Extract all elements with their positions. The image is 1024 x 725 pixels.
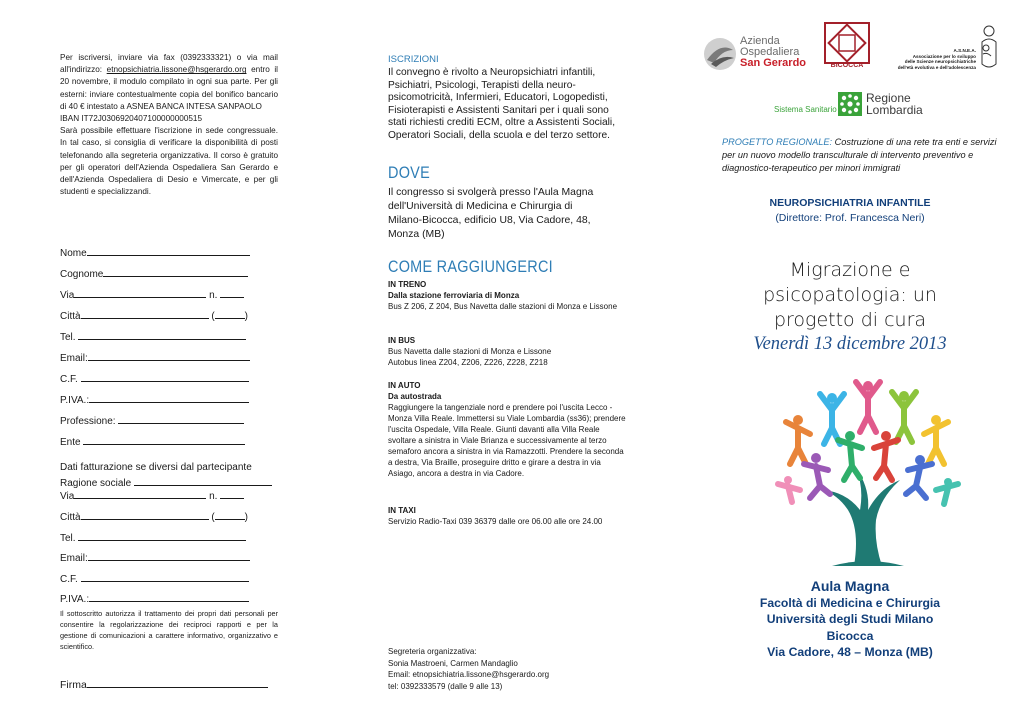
lombardia-label: Lombardia — [866, 103, 923, 117]
taxi-heading: IN TAXI — [388, 506, 416, 515]
auto-subheading: Da autostrada — [388, 392, 442, 401]
input-line[interactable] — [89, 393, 249, 403]
segreteria-block — [388, 646, 628, 692]
input-line[interactable] — [220, 489, 244, 499]
form-field-ente[interactable]: Ente — [60, 435, 278, 449]
san-gerardo-logo — [702, 34, 812, 78]
input-line[interactable] — [118, 414, 244, 424]
input-line[interactable] — [103, 267, 248, 277]
input-line[interactable] — [89, 592, 249, 602]
mother-child-icon — [978, 24, 1000, 72]
segreteria-tel: tel: 0392333579 (dalle 9 alle 13) — [388, 681, 503, 691]
input-line[interactable] — [78, 531, 246, 541]
input-line[interactable] — [78, 330, 246, 340]
form-field-firma[interactable]: Firma — [60, 678, 278, 691]
neuropsichiatria-block — [700, 196, 1000, 226]
input-line[interactable] — [81, 510, 209, 520]
billing-title: Dati fatturazione se diversi dal partecipante — [60, 462, 252, 473]
taxi-text: Servizio Radio-Taxi 039 36379 dalle ore 06.00 alle ore 24.00 — [388, 517, 603, 526]
input-line[interactable] — [220, 288, 244, 298]
privacy-disclaimer: Il sottoscritto autorizza il trattamento dei propri dati personali per consentire la regolarizzazione dei reciproci rapporti e per la gestione di comunicazioni a carattere informativo, organizzativo e scientifico. — [60, 609, 278, 651]
come-raggiungerci-heading: COME RAGGIUNGERCI — [388, 257, 553, 276]
neuropsichiatria-heading: NEUROPSICHIATRIA INFANTILE — [769, 197, 931, 209]
progetto-label: PROGETTO REGIONALE: — [722, 137, 833, 147]
dove-text: Il congresso si svolgerà presso l'Aula Magna dell'Università di Medicina e Chirurgia di Milano-Bicocca, edificio U8, Via Cadore, 48, Monza (MB) — [388, 187, 594, 240]
rosa-camuna-icon — [838, 92, 862, 116]
san-gerardo-label: San Gerardo — [740, 57, 807, 69]
billing-field-cf[interactable]: C.F. — [60, 572, 278, 586]
input-line[interactable] — [88, 351, 250, 361]
form-field-tel[interactable]: Tel. — [60, 330, 278, 344]
form-field-nome[interactable]: Nome — [60, 246, 278, 260]
asnea-logo: A.S.N.E.A. Associazione per lo sviluppo delle Scienze neuropsichiatriche dell'età evolutiva e dell'adolescenza — [876, 28, 1000, 78]
bicocca-logo — [824, 22, 870, 74]
form-field-piva[interactable]: P.IVA.: — [60, 393, 278, 407]
form-field-cognome[interactable]: Cognome — [60, 267, 278, 281]
venue-facolta: Facoltà di Medicina e Chirurgia — [759, 595, 941, 610]
iscrizioni-text: Il convegno è rivolto a Neuropsichiatri infantili, Psichiatri, Psicologi, Terapisti della neuro-psicomotricità, Infermieri, Educatori, Logopedisti, Fisioterapisti e Assistenti Sanitari per i quali sono stati richiesti crediti ECM, oltre a Assistenti Sociali, Operatori Sociali, della scuola e del terzo settore. — [388, 67, 616, 141]
registration-email-link[interactable]: etnopsichiatria.lissone@hsgerardo.org — [106, 65, 247, 75]
event-date: Venerdì 13 dicembre 2013 — [753, 334, 947, 354]
sistema-sanitario-label: Sistema Sanitario — [774, 105, 837, 114]
bicocca-label: BICOCCA — [830, 62, 864, 69]
billing-field-ragione[interactable]: Ragione sociale — [60, 476, 278, 490]
venue-aula-magna: Aula Magna — [810, 578, 890, 594]
regione-label: Regione — [866, 91, 911, 105]
auto-heading: IN AUTO — [388, 381, 421, 390]
iscrizioni-heading: ISCRIZIONI — [388, 54, 439, 65]
intro-text-3: Sarà possibile effettuare l'iscrizione in sede congressuale. In tal caso, si consiglia di verificare la disponibilità di posti telefonando alla segreteria organizzativa. Il corso è gratuito per gli operatori dell'Azienda Ospedaliera San Gerardo e dell'Azienda Ospedaliera di Desio e Vimercate, e per gli studenti e specializzandi. — [60, 126, 278, 197]
input-line[interactable] — [215, 309, 245, 319]
input-line[interactable] — [215, 510, 245, 520]
treno-text: Bus Z 206, Z 204, Bus Navetta dalle stazioni di Monza e Lissone — [388, 302, 618, 311]
segreteria-heading: Segreteria organizzativa: — [388, 647, 477, 656]
form-field-via[interactable]: Via n. — [60, 288, 278, 302]
logo-strip — [700, 22, 1000, 122]
treno-subheading: Dalla stazione ferroviaria di Monza — [388, 291, 520, 300]
tree-of-people-illustration — [768, 370, 968, 570]
azienda-label: Azienda — [740, 35, 780, 47]
auto-block — [388, 380, 628, 479]
input-line[interactable] — [81, 372, 249, 382]
event-title: Migrazione e psicopatologia: un progetto di cura — [763, 259, 937, 331]
input-line[interactable] — [87, 246, 250, 256]
iban: IBAN IT72J0306920407100000000515 — [60, 114, 203, 124]
registration-form-column — [60, 0, 278, 725]
venue-block — [700, 578, 1000, 661]
progetto-text: Costruzione di una rete tra enti e servizi per un nuovo modello transculturale di intervento preventivo e diagnostico-terapeutico per minori immigrati — [722, 137, 997, 173]
billing-field-email[interactable]: Email: — [60, 551, 278, 565]
dove-heading: DOVE — [388, 163, 430, 182]
progetto-regionale — [722, 136, 1002, 175]
segreteria-email[interactable]: Email: etnopsichiatria.lissone@hsgerardo.org — [388, 670, 550, 679]
intro-text-2: entro il 20 novembre, il modulo compilato in ogni sua parte. Per gli esterni: inviare contestualmente copia del bonifico bancario di 40 € intestato a ASNEA BANCA INTESA SANPAOLO — [60, 65, 278, 111]
input-line[interactable] — [88, 551, 250, 561]
input-line[interactable] — [81, 309, 209, 319]
billing-field-citta[interactable]: Città ( ) — [60, 512, 249, 523]
form-field-citta[interactable]: Città ( ) — [60, 311, 249, 322]
info-column — [388, 0, 628, 725]
bus-block — [388, 335, 628, 368]
segreteria-names: Sonia Mastroeni, Carmen Mandaglio — [388, 658, 518, 668]
venue-address: Via Cadore, 48 – Monza (MB) — [767, 645, 933, 659]
taxi-block — [388, 505, 628, 527]
intro-text-1: Per iscriversi, inviare via fax (0392333321) o via mail all'indirizzo: — [60, 53, 278, 75]
input-line[interactable] — [83, 435, 245, 445]
input-line[interactable] — [74, 288, 206, 298]
treno-block — [388, 279, 628, 312]
san-gerardo-emblem-icon — [702, 36, 738, 72]
signature-line[interactable] — [87, 678, 268, 688]
billing-field-via[interactable]: Via n. — [60, 489, 278, 503]
regione-lombardia-logo — [774, 90, 974, 120]
treno-heading: IN TRENO — [388, 280, 427, 289]
ospedaliera-label: Ospedaliera — [740, 46, 800, 58]
venue-bicocca: Bicocca — [826, 628, 874, 643]
input-line[interactable] — [74, 489, 206, 499]
form-field-cf[interactable]: C.F. — [60, 372, 278, 386]
bus-text-1: Bus Navetta dalle stazioni di Monza e Lissone — [388, 347, 552, 356]
direttore-text: (Direttore: Prof. Francesca Neri) — [775, 212, 925, 224]
registration-instructions — [60, 52, 278, 198]
form-field-email[interactable]: Email: — [60, 351, 278, 365]
input-line[interactable] — [81, 572, 249, 582]
bus-text-2: Autobus linea Z204, Z206, Z226, Z228, Z218 — [388, 358, 548, 367]
cover-column — [700, 0, 1000, 725]
input-line[interactable] — [134, 476, 272, 486]
bus-heading: IN BUS — [388, 336, 416, 345]
billing-field-piva[interactable]: P.IVA.: — [60, 592, 278, 606]
auto-text: Raggiungere la tangenziale nord e prendere poi l'uscita Lecco - Monza Villa Reale. Immettersi su Viale Lombardia (ss36); prendere l'uscita Ospedale, Villa Reale. Giunti davanti alla Villa Reale svoltare a sinistra in Viale Brianza e successivamente al terzo semaforo ancora a sinistra in via Ramazzotti. Prendere la seconda a destra, Via Braille, proseguire dritto e girare a destra in via Asiago, ancora a destra in via Cadore. — [388, 403, 626, 478]
billing-field-tel[interactable]: Tel. — [60, 531, 278, 545]
form-field-professione[interactable]: Professione: — [60, 414, 278, 428]
venue-universita: Università degli Studi Milano — [766, 612, 934, 626]
asnea-label: A.S.N.E.A. — [953, 48, 976, 53]
